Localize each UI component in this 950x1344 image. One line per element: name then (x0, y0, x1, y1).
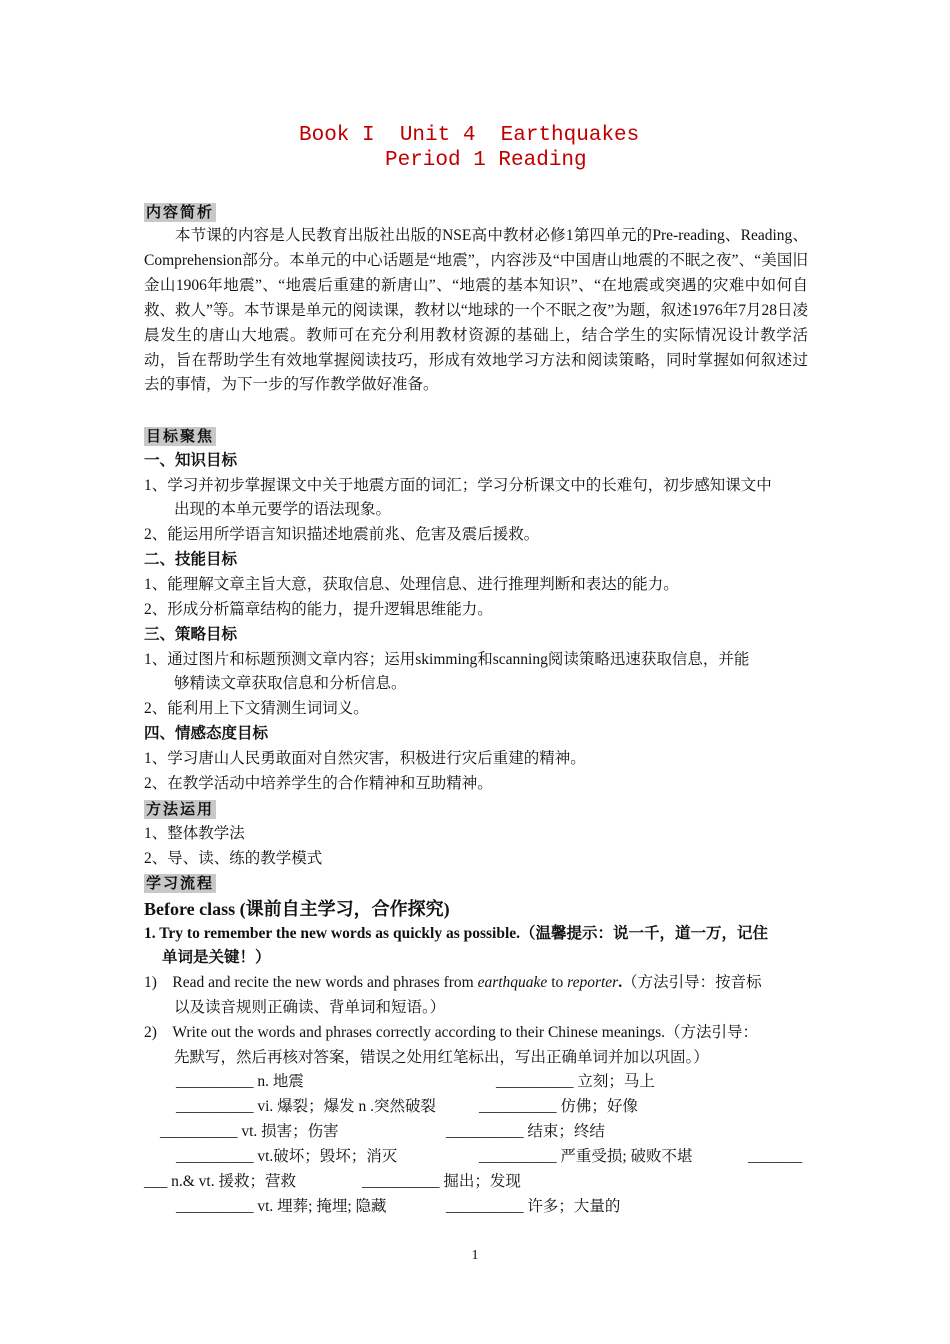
objective-skills-heading: 二、技能目标 (144, 551, 238, 568)
vocab-item (176, 1197, 387, 1217)
task-1-cont: 单词是关键！） (162, 949, 271, 966)
method-1: 1、整体教学法 (144, 825, 245, 842)
vocab-item (446, 1122, 605, 1142)
vocab-blank[interactable]: __________ (362, 1173, 440, 1190)
method-2: 2、导、读、练的教学模式 (144, 850, 323, 867)
vocab-meaning: 结束；终结 (523, 1123, 605, 1140)
vocab-item (176, 1072, 304, 1092)
task-item-1-number: 1) (144, 974, 157, 991)
objective-knowledge-2: 2、能运用所学语言知识描述地震前兆、危害及震后援救。 (144, 526, 540, 543)
document-subtitle: Period 1 Reading (385, 149, 587, 172)
vocab-blank[interactable]: __________ (496, 1073, 574, 1090)
task-item-1-period: . (618, 974, 623, 991)
vocab-meaning: 严重受损; 破败不堪 (556, 1148, 693, 1165)
vocab-blank[interactable]: __________ (176, 1098, 254, 1115)
vocab-meaning: vt.破坏；毁坏；消灭 (253, 1148, 398, 1165)
vocab-meaning: vt. 埋葬; 掩埋; 隐藏 (253, 1198, 387, 1215)
document-title: Book I Unit 4 Earthquakes (299, 124, 640, 147)
vocab-meaning: 掘出；发现 (439, 1173, 521, 1190)
objective-strategy-2: 2、能利用上下文猜测生词词义。 (144, 700, 369, 717)
vocab-meaning: n. 地震 (253, 1073, 304, 1090)
vocab-item (176, 1147, 397, 1167)
task-item-2 (144, 1023, 758, 1043)
content-paragraph: 本节课的内容是人民教育出版社出版的NSE高中教材必修1第四单元的Pre-reading、Reading、Comprehension部分。本单元的中心话题是“地震”，内容涉及“中国唐山地震的不眠之夜”、“美国旧金山1906年地震”、“地震后重建的新唐山”、“地震的基本知识”、“在地震或突遇的灾难中如何自救、救人”等。本节课是单元的阅读课，教材以“地球的一个不眠之夜”为题，叙述1976年7月28日凌晨发生的唐山大地震。教师可在充分利用教材资源的基础上，结合学生的实际情况设计教学活动，旨在帮助学生有效地掌握阅读技巧，形成有效地学习方法和阅读策略，同时掌握如何叙述过去的事情，为下一步的写作教学做好准备。 (144, 227, 808, 394)
vocab-item (362, 1172, 521, 1192)
vocab-blank[interactable]: __________ (160, 1123, 238, 1140)
vocab-item (144, 1172, 296, 1192)
objective-strategy-1: 1、通过图片和标题预测文章内容；运用skimming和scanning阅读策略迅速获取信息，并能 (144, 651, 750, 668)
task-1: 1. Try to remember the new words as quickly as possible.（温馨提示：说一千，道一万，记住 (144, 925, 769, 942)
vocab-blank[interactable]: __________ (479, 1148, 557, 1165)
task-item-1-cont: 以及读音规则正确读、背单词和短语。） (174, 999, 446, 1016)
vocab-meaning: vt. 损害；伤害 (237, 1123, 339, 1140)
vocab-blank[interactable]: __________ (176, 1148, 254, 1165)
vocab-meaning: n.& vt. 援救；营救 (167, 1173, 296, 1190)
task-item-2-cont: 先默写，然后再核对答案，错误之处用红笔标出，写出正确单词并加以巩固。） (174, 1049, 709, 1066)
task-item-1-text: Read and recite the new words and phrases from (172, 974, 478, 991)
vocab-blank[interactable]: __________ (446, 1123, 524, 1140)
vocab-blank-wrap-start[interactable]: _______ (748, 1148, 803, 1165)
task-item-1 (144, 973, 762, 993)
vocab-meaning: 立刻；马上 (573, 1073, 655, 1090)
objective-knowledge-1-cont: 出现的本单元要学的语法现象。 (174, 501, 392, 518)
section-heading-content-analysis: 内容简析 (146, 203, 215, 221)
section-heading-process: 学习流程 (146, 874, 215, 892)
vocab-blank[interactable]: __________ (176, 1198, 254, 1215)
section-heading-methods: 方法运用 (146, 800, 215, 818)
objective-skills-2: 2、形成分析篇章结构的能力，提升逻辑思维能力。 (144, 601, 493, 618)
task-item-1-to: to (547, 974, 568, 991)
vocab-blank[interactable]: __________ (479, 1098, 557, 1115)
task-item-2-text: Write out the words and phrases correctly according to their Chinese meanings.（方法引导： (172, 1024, 759, 1041)
task-item-1-word-end: reporter (567, 974, 619, 991)
objective-emotion-1: 1、学习唐山人民勇敢面对自然灾害，积极进行灾后重建的精神。 (144, 750, 586, 767)
vocab-blank[interactable]: __________ (176, 1073, 254, 1090)
page-number: 1 (471, 1248, 479, 1263)
objective-skills-1: 1、能理解文章主旨大意，获取信息、处理信息、进行推理判断和表达的能力。 (144, 576, 679, 593)
objective-emotion-heading: 四、情感态度目标 (144, 725, 269, 742)
vocab-item (496, 1072, 655, 1092)
before-class-heading: Before class (课前自主学习，合作探究) (144, 899, 450, 919)
vocab-item (479, 1147, 693, 1167)
objective-knowledge-heading: 一、知识目标 (144, 452, 238, 469)
vocab-item (446, 1197, 620, 1217)
section-heading-objectives: 目标聚焦 (146, 427, 215, 445)
vocab-meaning: vi. 爆裂；爆发 n .突然破裂 (253, 1098, 437, 1115)
objective-emotion-2: 2、在教学活动中培养学生的合作精神和互助精神。 (144, 775, 493, 792)
vocab-item (160, 1122, 339, 1142)
task-item-2-number: 2) (144, 1024, 157, 1041)
vocab-item (479, 1097, 638, 1117)
objective-knowledge-1: 1、学习并初步掌握课文中关于地震方面的词汇；学习分析课文中的长难句，初步感知课文中 (144, 477, 772, 494)
vocab-item (176, 1097, 436, 1117)
objective-strategy-1-cont: 够精读文章获取信息和分析信息。 (174, 675, 407, 692)
task-item-1-word-start: earthquake (477, 974, 548, 991)
vocab-blank-wrap-end[interactable]: ___ (144, 1173, 168, 1190)
vocab-blank[interactable]: __________ (446, 1198, 524, 1215)
vocab-meaning: 许多；大量的 (523, 1198, 621, 1215)
vocab-meaning: 仿佛；好像 (556, 1098, 638, 1115)
task-item-1-hint: （方法引导：按音标 (622, 974, 762, 991)
objective-strategy-heading: 三、策略目标 (144, 626, 238, 643)
